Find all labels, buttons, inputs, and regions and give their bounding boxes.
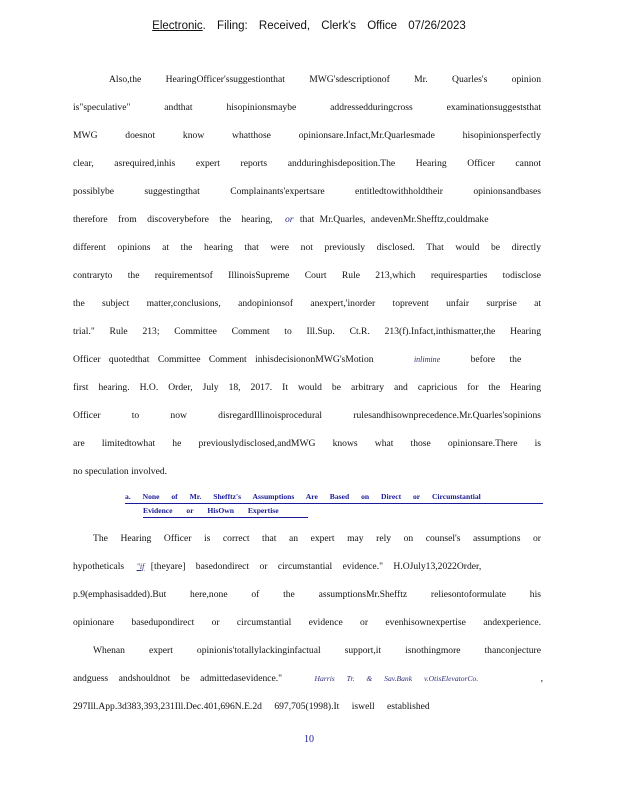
paragraph-line: Officer to now disregardIllinoisprocedural rulesandhisownprecedence.Mr.Quarles'sopinions xyxy=(73,410,541,421)
paragraph-line: The Hearing Officer is correct that an expert may rely on counsel's assumptions or xyxy=(93,533,541,544)
paragraph-line: first hearing. H.O. Order, July 18, 2017. It would be arbitrary and capricious for the Hearing xyxy=(73,382,541,393)
italic-if: "if xyxy=(136,562,145,571)
paragraph-line-segment: that Mr.Quarles, andevenMr.Shefftz,couldmake xyxy=(299,214,489,225)
paragraph-line: MWG doesnot know whatthose opinionsare.Infact,Mr.Quarlesmade hisopinionsperfectly xyxy=(73,130,541,141)
filing-header-text: . Filing: Received, Clerk's Office 07/26/2023 xyxy=(202,20,466,32)
paragraph-line-mixed xyxy=(73,673,544,685)
paragraph-line-mixed xyxy=(73,214,541,226)
paragraph-line: Also,the HearingOfficer'ssuggestionthat MWG'sdescriptionof Mr. Quarles's opinion xyxy=(109,74,541,85)
subheading-underline xyxy=(143,517,308,518)
paragraph-line: is"speculative" andthat hisopinionsmaybe addressedduringcross examinationsuggeststhat xyxy=(73,102,541,113)
filing-header-electronic: Electronic xyxy=(152,20,203,32)
paragraph-line: contraryto the requirementsof IllinoisSupreme Court Rule 213,which requiresparties todisclose xyxy=(73,270,541,281)
section-subheading: Evidence or HisOwn Expertise xyxy=(143,506,279,515)
italic-or: or xyxy=(284,214,294,225)
paragraph-line: p.9(emphasisadded).But here,none of the assumptionsMr.Shefftz reliesontoformulate his xyxy=(73,589,541,600)
paragraph-line-segment: andguess andshouldnot be admittedasevidence." xyxy=(73,673,283,684)
paragraph-line-segment: hypotheticals xyxy=(73,561,125,572)
paragraph-line: clear, asrequired,inhis expert reports andduringhisdeposition.The Hearing Officer cannot xyxy=(73,158,541,169)
paragraph-line-segment: Officer quotedthat Committee Comment inhisdecisiononMWG'sMotion xyxy=(73,354,374,365)
italic-inlimine: inlimine xyxy=(413,355,441,364)
paragraph-line-segment: , xyxy=(540,673,544,684)
paragraph-line: trial." Rule 213; Committee Comment to Ill.Sup. Ct.R. 213(f).Infact,inthismatter,the Hearing xyxy=(73,326,541,337)
section-subheading: a. None of Mr. Shefftz's Assumptions Are Based on Direct or Circumstantial xyxy=(125,492,481,501)
paragraph-line-mixed xyxy=(73,561,541,573)
paragraph-line: 297Ill.App.3d383,393,231Ill.Dec.401,696N.E.2d 697,705(1998).It iswell established xyxy=(73,701,430,712)
subheading-underline xyxy=(125,503,543,504)
filing-header xyxy=(0,20,618,32)
page-number: 10 xyxy=(304,734,314,745)
paragraph-line: the subject matter,conclusions, andopinionsof anexpert,'inorder toprevent unfair surprise at xyxy=(73,298,541,309)
paragraph-line: possiblybe suggestingthat Complainants'expertsare entitledtowithholdtheir opinionsandbases xyxy=(73,186,541,197)
paragraph-line-segment: [theyare] basedondirect or circumstantial evidence." H.OJuly13,2022Order, xyxy=(150,561,482,572)
paragraph-line: Whenan expert opinionis'totallylackinginfactual support,it isnothingmore thanconjecture xyxy=(93,645,541,656)
paragraph-line-segment: therefore from discoverybefore the hearing, xyxy=(73,214,273,225)
paragraph-line: opinionare basedupondirect or circumstantial evidence or evenhisownexpertise andexperience. xyxy=(73,617,541,628)
paragraph-line: no speculation involved. xyxy=(73,466,168,477)
paragraph-line: are limitedtowhat he previouslydisclosed,andMWG knows what those opinionsare.There is xyxy=(73,438,541,449)
paragraph-line-mixed xyxy=(73,354,541,366)
paragraph-line: different opinions at the hearing that were not previously disclosed. That would be directly xyxy=(73,242,541,253)
paragraph-line-segment: before the xyxy=(470,354,522,365)
case-citation: Harris Tr. & Sav.Bank v.OtisElevatorCo. xyxy=(314,674,479,683)
